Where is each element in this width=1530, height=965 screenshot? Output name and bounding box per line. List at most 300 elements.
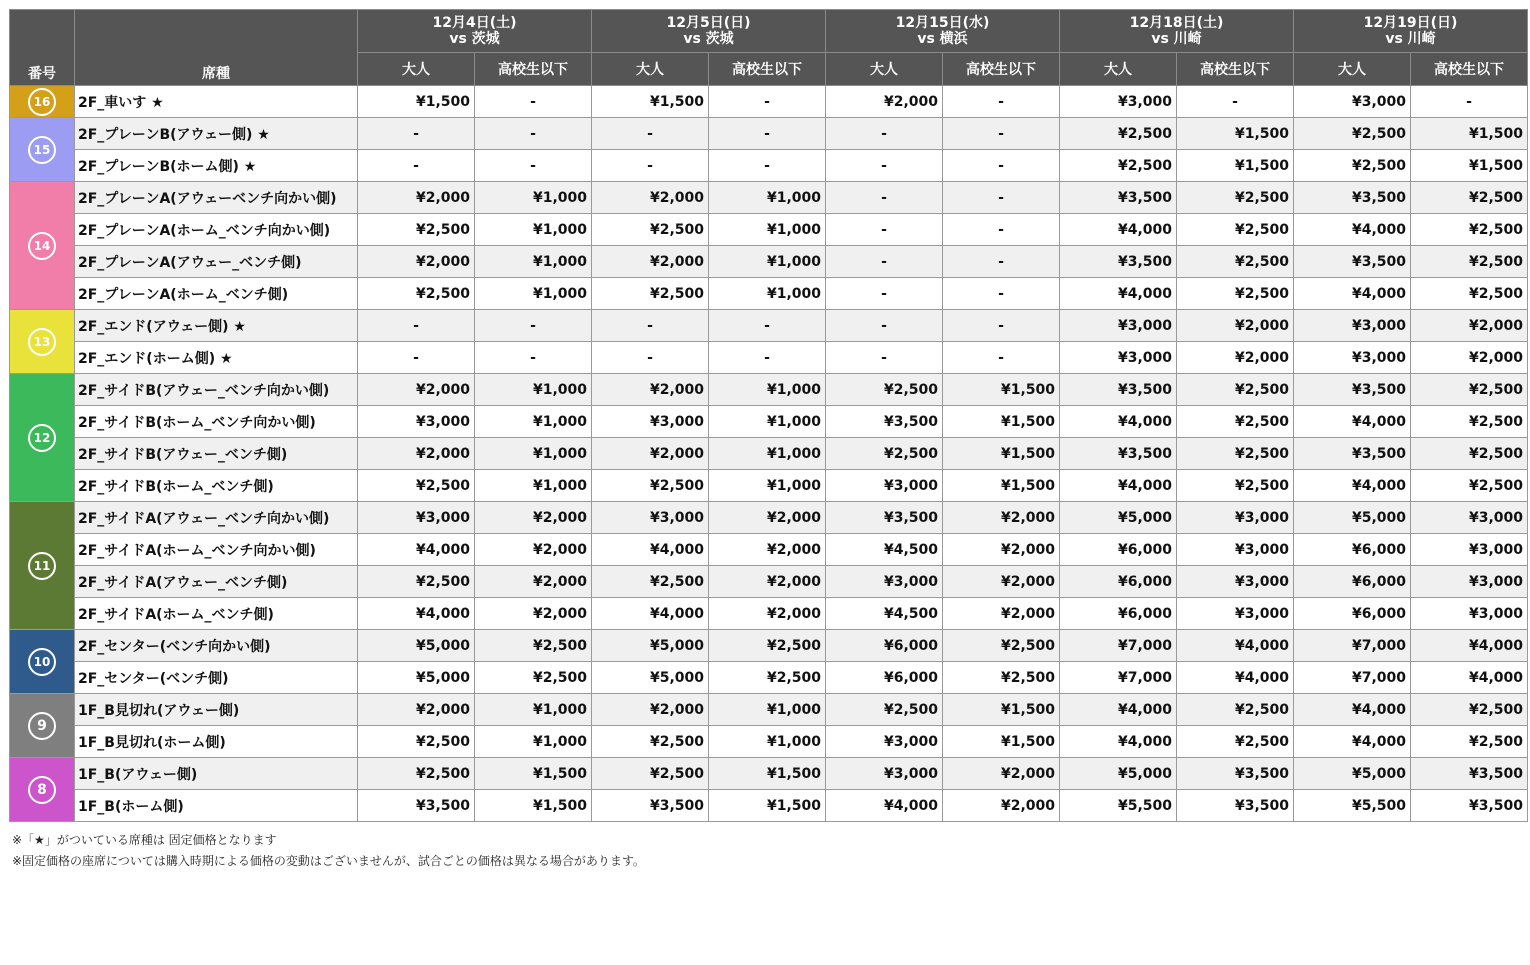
student-price: ¥2,500 xyxy=(1177,694,1294,726)
table-row xyxy=(10,310,1528,342)
student-price: ¥1,500 xyxy=(1411,150,1528,182)
adult-price: ¥6,000 xyxy=(1294,566,1411,598)
student-price: ¥1,000 xyxy=(475,406,592,438)
adult-price: ¥2,000 xyxy=(826,86,943,118)
adult-price: ¥4,000 xyxy=(1060,406,1177,438)
student-price: ¥1,500 xyxy=(709,758,826,790)
seat-name: 2F_サイドA(ホーム_ベンチ向かい側) xyxy=(75,534,358,566)
seat-number-badge: 16 xyxy=(28,88,56,116)
adult-price: ¥7,000 xyxy=(1294,662,1411,694)
student-price: ¥2,500 xyxy=(1177,278,1294,310)
student-price: ¥1,000 xyxy=(709,182,826,214)
student-price: - xyxy=(475,118,592,150)
adult-price: ¥2,500 xyxy=(1294,118,1411,150)
adult-price: ¥2,000 xyxy=(358,374,475,406)
match-opponent: vs 川崎 xyxy=(1151,31,1202,47)
student-price: ¥2,500 xyxy=(709,662,826,694)
adult-price: ¥3,000 xyxy=(358,502,475,534)
student-price: - xyxy=(709,310,826,342)
seat-name: 1F_B見切れ(ホーム側) xyxy=(75,726,358,758)
student-price: ¥1,000 xyxy=(475,246,592,278)
student-price: ¥4,000 xyxy=(1177,662,1294,694)
student-price: - xyxy=(475,86,592,118)
adult-price: ¥5,000 xyxy=(592,630,709,662)
student-price-header: 高校生以下 xyxy=(1411,53,1528,86)
adult-price: ¥2,000 xyxy=(592,246,709,278)
adult-price: ¥2,000 xyxy=(358,246,475,278)
student-price: ¥4,000 xyxy=(1411,630,1528,662)
student-price: ¥1,000 xyxy=(475,182,592,214)
student-price: ¥2,000 xyxy=(475,534,592,566)
student-price: ¥1,500 xyxy=(709,790,826,822)
adult-price: ¥4,000 xyxy=(592,598,709,630)
adult-price: ¥4,000 xyxy=(1294,278,1411,310)
adult-price: ¥5,000 xyxy=(592,662,709,694)
table-row xyxy=(10,694,1528,726)
student-price: ¥3,000 xyxy=(1411,566,1528,598)
student-price: ¥1,000 xyxy=(475,470,592,502)
adult-price: ¥3,500 xyxy=(1294,374,1411,406)
student-price-header: 高校生以下 xyxy=(709,53,826,86)
match-header xyxy=(1294,10,1528,53)
adult-price: - xyxy=(826,310,943,342)
adult-price: ¥2,000 xyxy=(358,694,475,726)
adult-price: - xyxy=(826,182,943,214)
match-date: 12月15日(水) xyxy=(895,15,990,31)
student-price: ¥1,000 xyxy=(475,374,592,406)
student-price: ¥2,000 xyxy=(475,598,592,630)
student-price: ¥2,500 xyxy=(1411,726,1528,758)
student-price: ¥1,000 xyxy=(709,246,826,278)
seat-number-cell xyxy=(10,86,75,118)
seat-name: 1F_B(ホーム側) xyxy=(75,790,358,822)
student-price: - xyxy=(943,182,1060,214)
student-price: ¥3,500 xyxy=(1411,790,1528,822)
adult-price: ¥6,000 xyxy=(1294,534,1411,566)
student-price: ¥2,500 xyxy=(1411,694,1528,726)
student-price: ¥2,500 xyxy=(475,630,592,662)
seat-name: 2F_エンド(アウェー側) ★ xyxy=(75,310,358,342)
adult-price: ¥2,500 xyxy=(592,726,709,758)
student-price: ¥2,000 xyxy=(943,758,1060,790)
adult-price: ¥6,000 xyxy=(826,630,943,662)
adult-price: ¥3,500 xyxy=(826,406,943,438)
student-price: ¥1,000 xyxy=(709,278,826,310)
adult-price: - xyxy=(592,150,709,182)
student-price: ¥1,000 xyxy=(709,374,826,406)
adult-price: ¥5,000 xyxy=(1294,758,1411,790)
seat-number-cell xyxy=(10,758,75,822)
adult-price: ¥3,000 xyxy=(826,726,943,758)
student-price: - xyxy=(943,118,1060,150)
student-price: ¥2,000 xyxy=(709,534,826,566)
adult-price: ¥2,500 xyxy=(358,566,475,598)
student-price: ¥2,500 xyxy=(1177,214,1294,246)
student-price: ¥2,500 xyxy=(1411,470,1528,502)
adult-price: ¥4,500 xyxy=(826,598,943,630)
match-opponent: vs 茨城 xyxy=(449,31,500,47)
student-price: ¥2,000 xyxy=(709,566,826,598)
footnote-price-variation: ※固定価格の座席については購入時期による価格の変動はございませんが、試合ごとの価格は異なる場合があります。 xyxy=(12,854,645,868)
student-price: ¥1,500 xyxy=(1411,118,1528,150)
student-price: ¥2,000 xyxy=(943,790,1060,822)
adult-price: ¥3,500 xyxy=(358,790,475,822)
seat-number-cell xyxy=(10,310,75,374)
adult-price: ¥3,000 xyxy=(1294,342,1411,374)
adult-price: ¥2,500 xyxy=(1294,150,1411,182)
student-price-header: 高校生以下 xyxy=(1177,53,1294,86)
adult-price: ¥2,500 xyxy=(1060,150,1177,182)
adult-price: - xyxy=(358,150,475,182)
adult-price: ¥2,500 xyxy=(358,214,475,246)
student-price: - xyxy=(709,150,826,182)
match-header xyxy=(592,10,826,53)
table-row xyxy=(10,246,1528,278)
match-date: 12月4日(土) xyxy=(432,15,517,31)
adult-price: ¥5,500 xyxy=(1060,790,1177,822)
seat-name: 2F_サイドB(アウェー_ベンチ側) xyxy=(75,438,358,470)
student-price: ¥2,500 xyxy=(1177,438,1294,470)
table-row xyxy=(10,406,1528,438)
student-price: ¥2,000 xyxy=(1411,342,1528,374)
student-price: - xyxy=(943,278,1060,310)
number-column-header: 番号 xyxy=(10,10,75,86)
seat-number-cell xyxy=(10,182,75,310)
adult-price: ¥5,000 xyxy=(358,662,475,694)
student-price: ¥2,000 xyxy=(943,502,1060,534)
student-price: ¥1,500 xyxy=(943,406,1060,438)
seat-name: 2F_プレーンB(アウェー側) ★ xyxy=(75,118,358,150)
adult-price: ¥2,500 xyxy=(358,278,475,310)
adult-price: ¥2,500 xyxy=(592,566,709,598)
student-price: ¥4,000 xyxy=(1411,662,1528,694)
table-row xyxy=(10,534,1528,566)
price-table-body xyxy=(10,86,1528,822)
ticket-price-table xyxy=(9,9,1528,822)
adult-price: - xyxy=(358,118,475,150)
adult-price-header: 大人 xyxy=(826,53,943,86)
student-price: ¥2,500 xyxy=(1411,278,1528,310)
student-price: ¥3,500 xyxy=(1411,758,1528,790)
student-price: ¥1,000 xyxy=(709,438,826,470)
seat-name: 2F_プレーンA(アウェーベンチ向かい側) xyxy=(75,182,358,214)
seat-name: 2F_プレーンA(ホーム_ベンチ向かい側) xyxy=(75,214,358,246)
seat-number-cell xyxy=(10,630,75,694)
adult-price: ¥2,000 xyxy=(358,182,475,214)
student-price: ¥2,000 xyxy=(709,502,826,534)
adult-price: ¥4,000 xyxy=(1060,726,1177,758)
adult-price: ¥1,500 xyxy=(592,86,709,118)
student-price: - xyxy=(943,214,1060,246)
student-price: - xyxy=(709,342,826,374)
seat-number-badge: 15 xyxy=(28,136,56,164)
match-header xyxy=(358,10,592,53)
adult-price-header: 大人 xyxy=(358,53,475,86)
adult-price: ¥3,000 xyxy=(358,406,475,438)
student-price: ¥2,000 xyxy=(1177,310,1294,342)
table-row xyxy=(10,278,1528,310)
seat-name: 2F_サイドB(ホーム_ベンチ側) xyxy=(75,470,358,502)
match-date: 12月19日(日) xyxy=(1363,15,1458,31)
adult-price: ¥2,500 xyxy=(1060,118,1177,150)
student-price: - xyxy=(475,342,592,374)
adult-price: ¥4,000 xyxy=(1060,694,1177,726)
price-table-container xyxy=(9,9,1528,822)
table-row xyxy=(10,182,1528,214)
adult-price: ¥4,000 xyxy=(1294,406,1411,438)
adult-price: ¥3,000 xyxy=(826,470,943,502)
adult-price: ¥4,000 xyxy=(1060,214,1177,246)
match-opponent: vs 横浜 xyxy=(917,31,968,47)
table-row xyxy=(10,374,1528,406)
seat-number-badge: 9 xyxy=(28,712,56,740)
student-price: ¥1,500 xyxy=(943,374,1060,406)
adult-price: ¥5,000 xyxy=(358,630,475,662)
seat-number-badge: 12 xyxy=(28,424,56,452)
seat-name: 2F_センター(ベンチ側) xyxy=(75,662,358,694)
student-price: ¥2,500 xyxy=(1411,406,1528,438)
student-price: ¥2,500 xyxy=(943,662,1060,694)
adult-price: ¥7,000 xyxy=(1060,630,1177,662)
student-price: ¥1,500 xyxy=(1177,150,1294,182)
student-price: ¥2,500 xyxy=(943,630,1060,662)
student-price: ¥2,500 xyxy=(1411,374,1528,406)
adult-price-header: 大人 xyxy=(592,53,709,86)
student-price: ¥2,000 xyxy=(709,598,826,630)
student-price: ¥3,000 xyxy=(1177,598,1294,630)
seat-number-badge: 13 xyxy=(28,328,56,356)
adult-price: ¥2,500 xyxy=(592,278,709,310)
student-price: - xyxy=(943,310,1060,342)
adult-price: ¥2,000 xyxy=(358,438,475,470)
table-row xyxy=(10,438,1528,470)
adult-price: - xyxy=(826,342,943,374)
student-price: ¥1,000 xyxy=(475,694,592,726)
student-price: ¥1,500 xyxy=(475,790,592,822)
adult-price: ¥3,000 xyxy=(826,566,943,598)
seat-name: 2F_サイドA(アウェー_ベンチ側) xyxy=(75,566,358,598)
adult-price: ¥4,500 xyxy=(826,534,943,566)
student-price: ¥2,000 xyxy=(943,598,1060,630)
seat-column-header: 席種 xyxy=(75,10,358,86)
adult-price: ¥2,500 xyxy=(826,438,943,470)
match-opponent: vs 川崎 xyxy=(1385,31,1436,47)
match-date: 12月18日(土) xyxy=(1129,15,1224,31)
adult-price: ¥4,000 xyxy=(1294,470,1411,502)
student-price: ¥2,500 xyxy=(1411,182,1528,214)
adult-price: ¥3,500 xyxy=(1294,182,1411,214)
adult-price: ¥2,000 xyxy=(592,694,709,726)
student-price: ¥3,500 xyxy=(1177,790,1294,822)
seat-name: 1F_B見切れ(アウェー側) xyxy=(75,694,358,726)
student-price: ¥2,000 xyxy=(1177,342,1294,374)
adult-price: ¥2,500 xyxy=(592,214,709,246)
adult-price: ¥6,000 xyxy=(1060,598,1177,630)
adult-price: ¥3,000 xyxy=(1060,310,1177,342)
seat-number-badge: 14 xyxy=(28,232,56,260)
adult-price: ¥2,500 xyxy=(592,758,709,790)
seat-number-cell xyxy=(10,694,75,758)
adult-price: - xyxy=(592,118,709,150)
seat-name: 2F_プレーンA(ホーム_ベンチ側) xyxy=(75,278,358,310)
student-price: ¥1,500 xyxy=(475,758,592,790)
student-price: - xyxy=(709,86,826,118)
student-price: ¥2,000 xyxy=(475,502,592,534)
student-price: ¥2,500 xyxy=(1411,214,1528,246)
student-price: ¥2,500 xyxy=(1177,374,1294,406)
student-price: ¥2,000 xyxy=(1411,310,1528,342)
table-row xyxy=(10,86,1528,118)
student-price: ¥1,000 xyxy=(709,694,826,726)
adult-price: ¥2,500 xyxy=(358,758,475,790)
table-row xyxy=(10,118,1528,150)
adult-price: ¥4,000 xyxy=(358,598,475,630)
student-price: ¥2,000 xyxy=(943,566,1060,598)
student-price: ¥2,500 xyxy=(475,662,592,694)
table-row xyxy=(10,214,1528,246)
adult-price: ¥6,000 xyxy=(1060,566,1177,598)
student-price: ¥3,000 xyxy=(1411,598,1528,630)
adult-price: ¥1,500 xyxy=(358,86,475,118)
adult-price: ¥4,000 xyxy=(1294,726,1411,758)
student-price: - xyxy=(1177,86,1294,118)
adult-price: ¥4,000 xyxy=(1294,694,1411,726)
student-price: ¥2,500 xyxy=(1177,246,1294,278)
adult-price: ¥3,500 xyxy=(1060,246,1177,278)
student-price: ¥3,000 xyxy=(1411,502,1528,534)
adult-price: ¥2,000 xyxy=(592,438,709,470)
student-price: ¥2,000 xyxy=(475,566,592,598)
adult-price: ¥5,000 xyxy=(1294,502,1411,534)
student-price: ¥1,500 xyxy=(943,470,1060,502)
adult-price: ¥3,000 xyxy=(1294,310,1411,342)
student-price: ¥1,500 xyxy=(1177,118,1294,150)
student-price: ¥1,000 xyxy=(475,278,592,310)
student-price-header: 高校生以下 xyxy=(475,53,592,86)
student-price: ¥2,500 xyxy=(1177,726,1294,758)
student-price: ¥3,000 xyxy=(1177,502,1294,534)
adult-price: ¥2,500 xyxy=(826,374,943,406)
student-price: ¥1,000 xyxy=(475,214,592,246)
footnotes xyxy=(12,830,645,872)
seat-number-badge: 8 xyxy=(28,776,56,804)
adult-price: ¥7,000 xyxy=(1294,630,1411,662)
student-price: ¥1,000 xyxy=(709,470,826,502)
adult-price: ¥6,000 xyxy=(1294,598,1411,630)
seat-name: 2F_エンド(ホーム側) ★ xyxy=(75,342,358,374)
match-opponent: vs 茨城 xyxy=(683,31,734,47)
student-price: ¥2,500 xyxy=(1411,438,1528,470)
student-price: - xyxy=(943,86,1060,118)
student-price: ¥2,500 xyxy=(1177,182,1294,214)
table-row xyxy=(10,630,1528,662)
adult-price: - xyxy=(826,118,943,150)
adult-price: ¥4,000 xyxy=(358,534,475,566)
student-price: ¥3,500 xyxy=(1177,758,1294,790)
adult-price: ¥3,500 xyxy=(1060,374,1177,406)
student-price: ¥3,000 xyxy=(1177,534,1294,566)
seat-name: 2F_センター(ベンチ向かい側) xyxy=(75,630,358,662)
student-price: - xyxy=(709,118,826,150)
student-price: - xyxy=(475,310,592,342)
seat-name: 2F_サイドA(ホーム_ベンチ側) xyxy=(75,598,358,630)
adult-price: - xyxy=(592,342,709,374)
seat-name: 2F_プレーンB(ホーム側) ★ xyxy=(75,150,358,182)
adult-price: ¥5,500 xyxy=(1294,790,1411,822)
adult-price: ¥4,000 xyxy=(1294,214,1411,246)
student-price: ¥1,000 xyxy=(709,726,826,758)
adult-price: ¥3,000 xyxy=(1294,86,1411,118)
seat-name: 2F_車いす ★ xyxy=(75,86,358,118)
adult-price: ¥7,000 xyxy=(1060,662,1177,694)
adult-price: ¥4,000 xyxy=(1060,470,1177,502)
student-price: - xyxy=(475,150,592,182)
seat-name: 1F_B(アウェー側) xyxy=(75,758,358,790)
table-row xyxy=(10,662,1528,694)
table-row xyxy=(10,502,1528,534)
adult-price: ¥3,500 xyxy=(1060,182,1177,214)
adult-price: - xyxy=(826,278,943,310)
adult-price: ¥5,000 xyxy=(1060,502,1177,534)
table-row xyxy=(10,790,1528,822)
adult-price: - xyxy=(592,310,709,342)
student-price: ¥4,000 xyxy=(1177,630,1294,662)
student-price: - xyxy=(1411,86,1528,118)
adult-price: ¥2,500 xyxy=(592,470,709,502)
table-row xyxy=(10,566,1528,598)
adult-price: ¥4,000 xyxy=(592,534,709,566)
student-price: ¥1,500 xyxy=(943,726,1060,758)
student-price: ¥2,500 xyxy=(1411,246,1528,278)
student-price: ¥1,000 xyxy=(709,406,826,438)
seat-number-cell xyxy=(10,374,75,502)
adult-price-header: 大人 xyxy=(1294,53,1411,86)
student-price: ¥3,000 xyxy=(1411,534,1528,566)
adult-price: ¥3,000 xyxy=(1060,86,1177,118)
table-row xyxy=(10,598,1528,630)
seat-number-badge: 11 xyxy=(28,552,56,580)
match-header xyxy=(826,10,1060,53)
seat-number-cell xyxy=(10,118,75,182)
student-price: ¥2,000 xyxy=(943,534,1060,566)
adult-price: ¥4,000 xyxy=(1060,278,1177,310)
match-date: 12月5日(日) xyxy=(666,15,751,31)
student-price: ¥2,500 xyxy=(1177,470,1294,502)
footnote-fixed-price: ※「★」がついている席種は 固定価格となります xyxy=(12,833,277,847)
adult-price: ¥3,000 xyxy=(592,406,709,438)
adult-price: ¥5,000 xyxy=(1060,758,1177,790)
table-row xyxy=(10,470,1528,502)
student-price: ¥1,500 xyxy=(943,438,1060,470)
adult-price: ¥3,500 xyxy=(1060,438,1177,470)
adult-price: ¥2,500 xyxy=(826,694,943,726)
seat-name: 2F_プレーンA(アウェー_ベンチ側) xyxy=(75,246,358,278)
student-price: - xyxy=(943,246,1060,278)
seat-name: 2F_サイドB(ホーム_ベンチ向かい側) xyxy=(75,406,358,438)
student-price: ¥1,000 xyxy=(709,214,826,246)
seat-name: 2F_サイドA(アウェー_ベンチ向かい側) xyxy=(75,502,358,534)
adult-price: ¥3,500 xyxy=(592,790,709,822)
table-row xyxy=(10,150,1528,182)
student-price-header: 高校生以下 xyxy=(943,53,1060,86)
student-price: - xyxy=(943,150,1060,182)
table-row xyxy=(10,342,1528,374)
adult-price: - xyxy=(826,246,943,278)
adult-price: ¥2,500 xyxy=(358,726,475,758)
student-price: ¥2,500 xyxy=(1177,406,1294,438)
match-header xyxy=(1060,10,1294,53)
table-row xyxy=(10,758,1528,790)
